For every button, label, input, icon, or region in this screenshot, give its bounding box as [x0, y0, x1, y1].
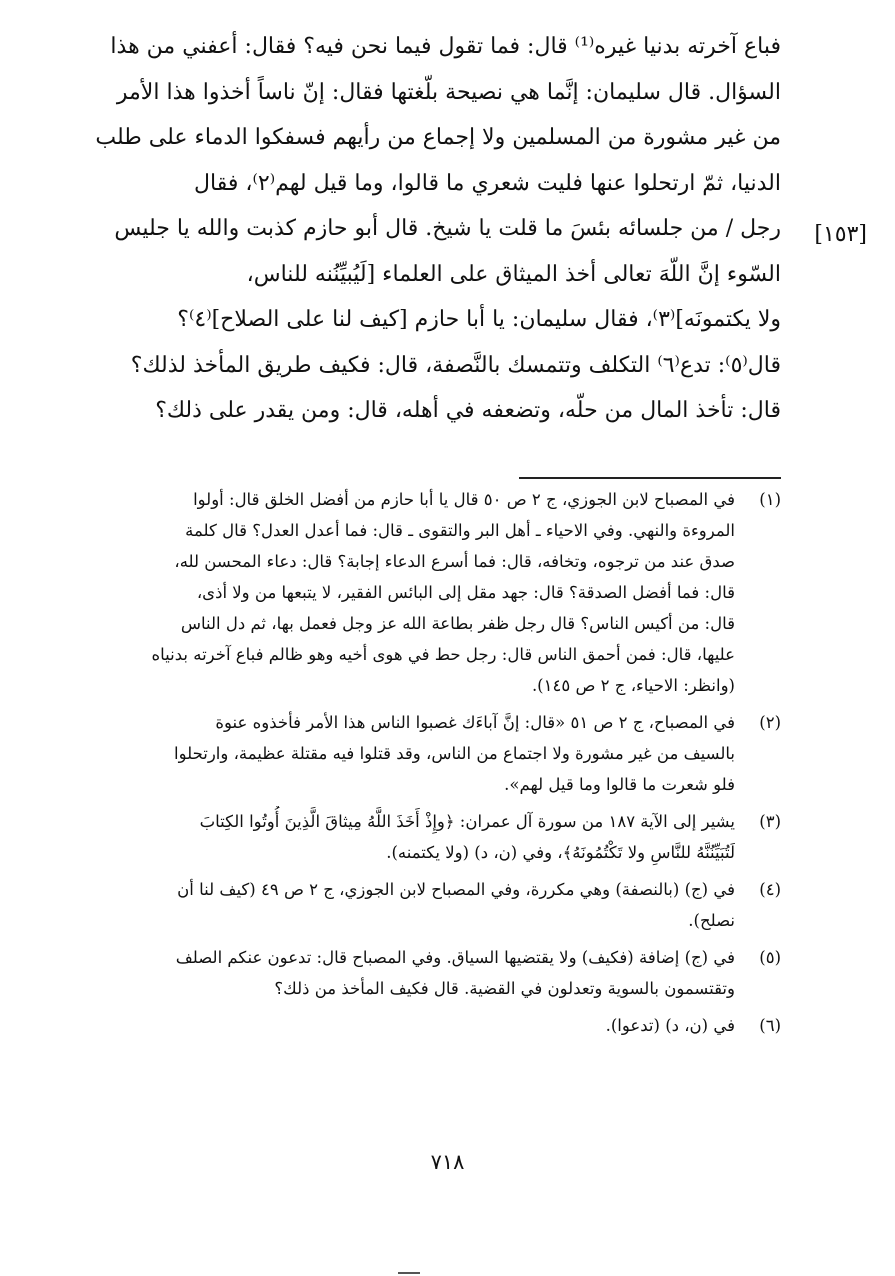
footnote-2 — [89, 707, 781, 800]
footnote-line: في المصباح لابن الجوزي، ج ٢ ص ٥٠ قال يا أبا حازم من أفضل الخلق قال: أولوا — [193, 490, 735, 509]
footnote-line: قال: من أكيس الناس؟ قال رجل ظفر بطاعة الله عز وجل فعمل بها، ثم دل الناس — [180, 614, 735, 633]
main-text-line: قال: تأخذ المال من حلّه، وتضعفه في أهله، قال: ومن يقدر على ذلك؟ — [155, 398, 781, 423]
footnote-1 — [89, 484, 781, 701]
footnote-line: نصلح). — [688, 911, 735, 930]
footnote-line: المروءة والنهي. وفي الاحياء ـ أهل البر والتقوى ـ قال: فما أعدل العدل؟ قال كلمة — [185, 521, 735, 540]
footnote-line: فلو شعرت ما قالوا وما قيل لهم». — [504, 775, 735, 794]
main-text-line: فباع آخرته بدنيا غيره⁽¹⁾ قال: فما تقول فيما نحن فيه؟ فقال: أعفني من هذا — [110, 34, 781, 59]
footnote-line: في (ج) (بالنصفة) وهي مكررة، وفي المصباح لابن الجوزي، ج ٢ ص ٤٩ (كيف لنا أن — [177, 880, 735, 899]
main-text — [91, 24, 781, 434]
footnote-6 — [89, 1010, 781, 1041]
footnote-line: صدق عند من ترجوه، وتخافه، قال: فما أسرع الدعاء إجابة؟ قال: دعاء المحسن لله، — [174, 552, 735, 571]
footnote-line: في (ج) إضافة (فكيف) ولا يقتضيها السياق. وفي المصباح قال: تدعون عنكم الصلف — [175, 948, 735, 967]
footnote-5 — [89, 942, 781, 1004]
footnote-line: وتقتسمون بالسوية وتعدلون في القضية. قال فكيف المأخذ من ذلك؟ — [274, 979, 735, 998]
footnote-separator — [519, 477, 781, 479]
footnote-number: (٦) — [759, 1016, 781, 1035]
footnote-number: (٢) — [759, 713, 781, 732]
footnote-line: يشير إلى الآية ١٨٧ من سورة آل عمران: ﴿وإِذْ أَخَذَ اللَّهُ مِيثاقَ الَّذِينَ أُوتُوا الكِتابَ — [199, 812, 735, 831]
footnote-3 — [89, 806, 781, 868]
main-text-line: ولا يكتمونَه]⁽٣⁾، فقال سليمان: يا أبا حازم [كيف لنا على الصلاح]⁽٤⁾؟ — [177, 307, 781, 332]
manuscript-folio-marker: [١٥٣] — [814, 222, 867, 247]
main-text-line: الدنيا، ثمّ ارتحلوا عنها فليت شعري ما قالوا، وما قيل لهم⁽٢⁾، فقال — [194, 170, 781, 196]
main-text-line: السّوء إنَّ اللّهَ تعالى أخذ الميثاق على العلماء [لَيُبيِّنُنه للناس، — [246, 261, 781, 287]
footnote-4 — [89, 874, 781, 936]
main-text-line: رجل / من جلسائه بئسَ ما قلت يا شيخ. قال أبو حازم كذبت والله يا جليس — [114, 216, 781, 241]
footnote-number: (٣) — [759, 812, 781, 831]
footnote-line: (وانظر: الاحياء، ج ٢ ص ١٤٥). — [531, 676, 735, 695]
footnote-number: (٤) — [759, 880, 781, 899]
page-bottom-mark — [398, 1272, 420, 1274]
page-number: ٧١٨ — [430, 1150, 465, 1174]
footnote-number: (١) — [759, 490, 781, 509]
footnote-line: لَتُبَيِّنُنَّهُ للنَّاسِ ولا تَكْتُمُونَهُ﴾، وفي (ن، د) (ولا يكتمنه). — [386, 843, 735, 862]
footnote-line: بالسيف من غير مشورة ولا اجتماع من الناس، وقد قتلوا فيه مقتلة عظيمة، وارتحلوا — [174, 744, 735, 763]
footnote-line: في (ن، د) (تدعوا). — [605, 1016, 735, 1035]
main-text-line: من غير مشورة من المسلمين ولا إجماع من رأيهم فسفكوا الدماء على طلب — [95, 125, 781, 150]
main-text-line: السؤال. قال سليمان: إنَّما هي نصيحة بلّغتها فقال: إنّ ناساً أخذوا هذا الأمر — [116, 79, 781, 105]
footnote-line: قال: فما أفضل الصدقة؟ قال: جهد مقل إلى البائس الفقير، لا يتبعها من ولا أذى، — [196, 583, 735, 602]
footnote-line: عليها، قال: فمن أحمق الناس قال: رجل حط في هوى أخيه وهو ظالم فباع آخرته بدنياه — [151, 645, 735, 664]
footnote-line: في المصباح، ج ٢ ص ٥١ «قال: إنَّ آباءَك غصبوا الناس هذا الأمر فأخذوه عنوة — [215, 713, 735, 732]
footnotes — [89, 484, 781, 1047]
footnote-number: (٥) — [759, 948, 781, 967]
main-text-line: قال⁽٥⁾: تدع⁽٦⁾ التكلف وتتمسك بالنَّصفة، قال: فكيف طريق المأخذ لذلك؟ — [130, 352, 781, 378]
